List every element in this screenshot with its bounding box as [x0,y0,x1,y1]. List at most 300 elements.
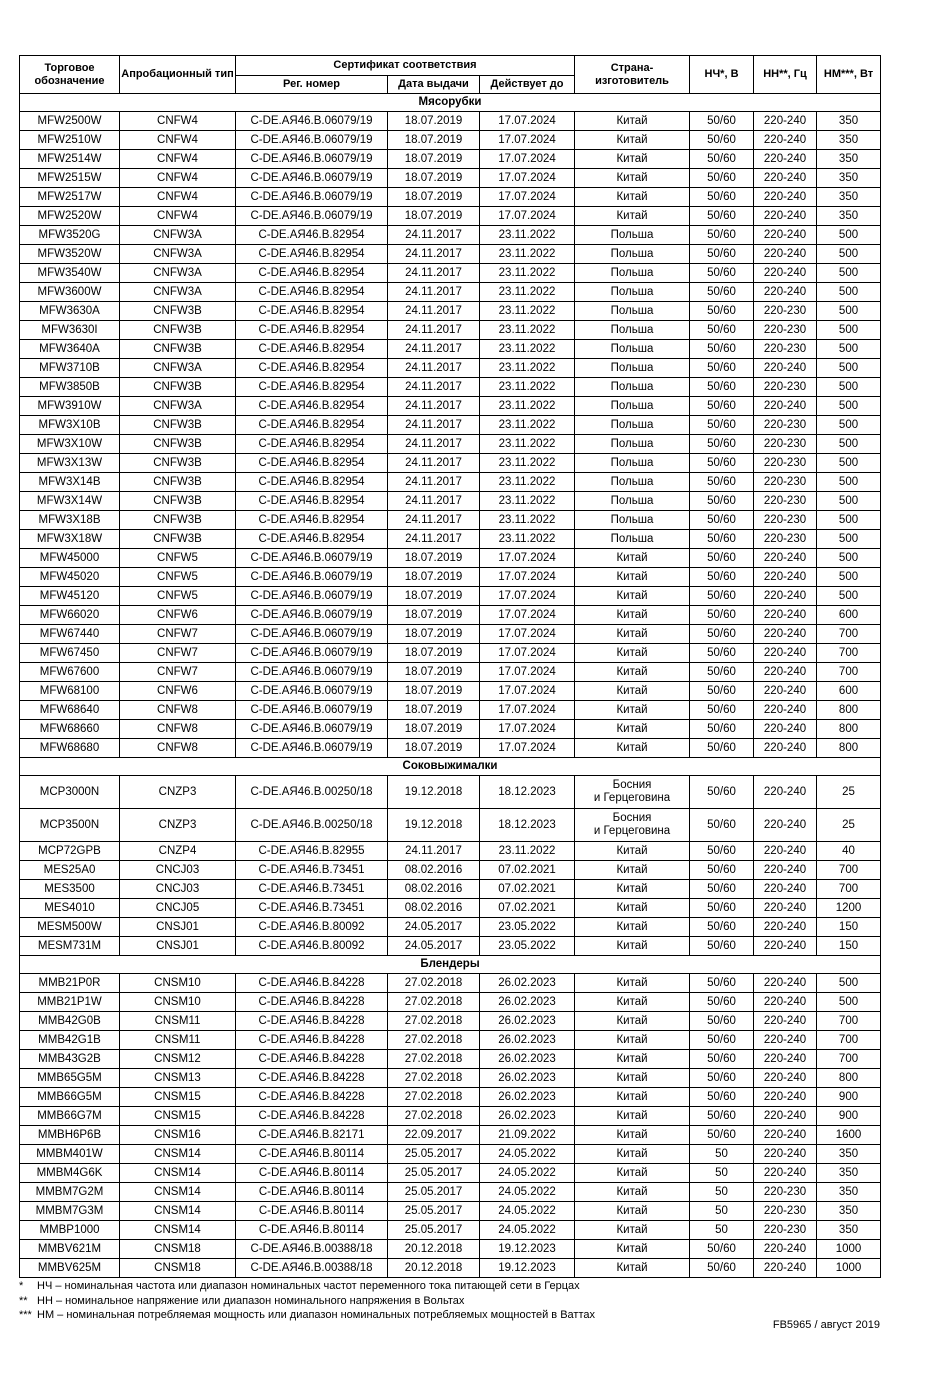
trade-name-cell: MCP72GPB [20,842,120,861]
frequency-cell: 50/60 [690,974,754,993]
issue-date-cell: 24.11.2017 [388,397,480,416]
power-cell: 500 [817,302,881,321]
reg-number-cell: C-DE.АЯ46.В.06079/19 [236,131,388,150]
country-cell: Китай [575,701,690,720]
table-row [20,701,881,720]
approval-type-cell: CNFW7 [120,644,236,663]
frequency-cell: 50/60 [690,1259,754,1278]
trade-name-cell: MFW45020 [20,568,120,587]
voltage-cell: 220-240 [754,880,817,899]
approval-type-cell: CNSM16 [120,1126,236,1145]
country-cell: Польша [575,359,690,378]
voltage-cell: 220-240 [754,359,817,378]
table-row [20,169,881,188]
issue-date-cell: 24.05.2017 [388,937,480,956]
frequency-cell: 50/60 [690,473,754,492]
power-cell: 500 [817,568,881,587]
table-row [20,1202,881,1221]
valid-until-cell: 24.05.2022 [480,1164,575,1183]
table-row [20,1183,881,1202]
table-row [20,1012,881,1031]
trade-name-cell: MFW3X18W [20,530,120,549]
issue-date-cell: 27.02.2018 [388,1107,480,1126]
issue-date-cell: 18.07.2019 [388,625,480,644]
table-row [20,245,881,264]
voltage-cell: 220-230 [754,302,817,321]
approval-type-cell: CNFW4 [120,169,236,188]
frequency-cell: 50/60 [690,899,754,918]
power-cell: 500 [817,321,881,340]
frequency-cell: 50/60 [690,918,754,937]
reg-number-cell: C-DE.АЯ46.В.06079/19 [236,720,388,739]
reg-number-cell: C-DE.АЯ46.В.82954 [236,511,388,530]
voltage-cell: 220-240 [754,1031,817,1050]
frequency-cell: 50/60 [690,739,754,758]
voltage-cell: 220-240 [754,861,817,880]
trade-name-cell: MESM500W [20,918,120,937]
reg-number-cell: C-DE.АЯ46.В.06079/19 [236,150,388,169]
table-row [20,861,881,880]
voltage-cell: 220-240 [754,112,817,131]
frequency-cell: 50/60 [690,842,754,861]
reg-number-cell: C-DE.АЯ46.В.82954 [236,226,388,245]
table-row [20,1088,881,1107]
country-cell: Китай [575,1088,690,1107]
approval-type-cell: CNCJ03 [120,861,236,880]
voltage-cell: 220-240 [754,974,817,993]
approval-type-cell: CNFW8 [120,720,236,739]
power-cell: 600 [817,606,881,625]
frequency-cell: 50/60 [690,492,754,511]
footnote [19,1295,464,1308]
valid-until-cell: 23.05.2022 [480,937,575,956]
table-row [20,1240,881,1259]
approval-type-cell: CNCJ03 [120,880,236,899]
country-cell: Польша [575,340,690,359]
footnote-text: НЧ – номинальная частота или диапазон номинальных частот переменного тока питающей сети в Герцах [37,1280,580,1292]
reg-number-cell: C-DE.АЯ46.В.00388/18 [236,1259,388,1278]
issue-date-cell: 24.05.2017 [388,918,480,937]
frequency-cell: 50/60 [690,378,754,397]
approval-type-cell: CNSM14 [120,1164,236,1183]
approval-type-cell: CNFW3B [120,530,236,549]
power-cell: 350 [817,112,881,131]
voltage-cell: 220-240 [754,720,817,739]
issue-date-cell: 18.07.2019 [388,720,480,739]
trade-name-cell: MMBM401W [20,1145,120,1164]
trade-name-cell: MMB42G0B [20,1012,120,1031]
frequency-cell: 50/60 [690,625,754,644]
reg-number-cell: C-DE.АЯ46.В.06079/19 [236,188,388,207]
country-cell: Польша [575,492,690,511]
approval-type-cell: CNFW5 [120,568,236,587]
approval-type-cell: CNSM15 [120,1107,236,1126]
issue-date-cell: 08.02.2016 [388,861,480,880]
voltage-cell: 220-230 [754,321,817,340]
frequency-cell: 50/60 [690,511,754,530]
issue-date-cell: 24.11.2017 [388,283,480,302]
approval-type-cell: CNFW8 [120,739,236,758]
valid-until-cell: 26.02.2023 [480,1107,575,1126]
valid-until-cell: 17.07.2024 [480,549,575,568]
power-cell: 700 [817,644,881,663]
table-row [20,302,881,321]
issue-date-cell: 18.07.2019 [388,644,480,663]
trade-name-cell: MCP3500N [20,809,120,842]
trade-name-cell: MFW2510W [20,131,120,150]
approval-type-cell: CNFW5 [120,549,236,568]
power-cell: 1000 [817,1259,881,1278]
valid-until-cell: 23.11.2022 [480,530,575,549]
valid-until-cell: 17.07.2024 [480,739,575,758]
trade-name-cell: MMB66G5M [20,1088,120,1107]
trade-name-cell: MFW45120 [20,587,120,606]
trade-name-cell: MMB43G2B [20,1050,120,1069]
power-cell: 500 [817,549,881,568]
reg-number-cell: C-DE.АЯ46.В.06079/19 [236,739,388,758]
valid-until-cell: 23.11.2022 [480,378,575,397]
reg-number-cell: C-DE.АЯ46.В.06079/19 [236,644,388,663]
trade-name-cell: MFW68100 [20,682,120,701]
reg-number-cell: C-DE.АЯ46.В.80114 [236,1221,388,1240]
voltage-cell: 220-240 [754,150,817,169]
country-cell: Китай [575,993,690,1012]
table-row [20,776,881,809]
country-cell: Польша [575,530,690,549]
voltage-cell: 220-230 [754,340,817,359]
reg-number-cell: C-DE.АЯ46.В.84228 [236,1050,388,1069]
approval-type-cell: CNSJ01 [120,918,236,937]
valid-until-cell: 17.07.2024 [480,625,575,644]
valid-until-cell: 23.11.2022 [480,302,575,321]
issue-date-cell: 24.11.2017 [388,454,480,473]
frequency-cell: 50/60 [690,1107,754,1126]
reg-number-cell: C-DE.АЯ46.В.84228 [236,1031,388,1050]
reg-number-cell: C-DE.АЯ46.В.06079/19 [236,587,388,606]
valid-until-cell: 23.11.2022 [480,435,575,454]
approval-type-cell: CNSM10 [120,993,236,1012]
table-row [20,974,881,993]
issue-date-cell: 27.02.2018 [388,1069,480,1088]
table-row [20,340,881,359]
reg-number-cell: C-DE.АЯ46.В.80092 [236,918,388,937]
reg-number-cell: C-DE.АЯ46.В.06079/19 [236,169,388,188]
trade-name-cell: MFW3540W [20,264,120,283]
power-cell: 40 [817,842,881,861]
table-row [20,131,881,150]
power-cell: 700 [817,1050,881,1069]
reg-number-cell: C-DE.АЯ46.В.84228 [236,1012,388,1031]
issue-date-cell: 24.11.2017 [388,378,480,397]
country-cell: Польша [575,283,690,302]
issue-date-cell: 22.09.2017 [388,1126,480,1145]
country-cell: Китай [575,899,690,918]
frequency-cell: 50/60 [690,397,754,416]
power-cell: 700 [817,663,881,682]
issue-date-cell: 24.11.2017 [388,530,480,549]
issue-date-cell: 18.07.2019 [388,606,480,625]
approval-type-cell: CNFW3B [120,454,236,473]
power-cell: 1000 [817,1240,881,1259]
frequency-cell: 50/60 [690,530,754,549]
power-cell: 500 [817,416,881,435]
country-cell: Китай [575,937,690,956]
approval-type-cell: CNFW3A [120,245,236,264]
voltage-cell: 220-240 [754,663,817,682]
trade-name-cell: MFW3X14B [20,473,120,492]
valid-until-cell: 17.07.2024 [480,150,575,169]
header-issue-date: Дата выдачи [388,76,480,94]
trade-name-cell: MFW3X13W [20,454,120,473]
issue-date-cell: 24.11.2017 [388,321,480,340]
reg-number-cell: C-DE.АЯ46.В.82171 [236,1126,388,1145]
power-cell: 150 [817,937,881,956]
issue-date-cell: 25.05.2017 [388,1164,480,1183]
voltage-cell: 220-240 [754,568,817,587]
country-cell: Китай [575,974,690,993]
reg-number-cell: C-DE.АЯ46.В.82954 [236,302,388,321]
approval-type-cell: CNSM14 [120,1183,236,1202]
table-row [20,880,881,899]
trade-name-cell: MFW66020 [20,606,120,625]
country-cell: Китай [575,1050,690,1069]
country-cell: Китай [575,188,690,207]
frequency-cell: 50 [690,1202,754,1221]
frequency-cell: 50/60 [690,1088,754,1107]
country-cell: Китай [575,1164,690,1183]
table-body [20,94,881,1278]
issue-date-cell: 20.12.2018 [388,1240,480,1259]
power-cell: 150 [817,918,881,937]
power-cell: 500 [817,226,881,245]
reg-number-cell: C-DE.АЯ46.В.82954 [236,283,388,302]
voltage-cell: 220-230 [754,1183,817,1202]
frequency-cell: 50 [690,1183,754,1202]
table-row [20,112,881,131]
table-row [20,1259,881,1278]
voltage-cell: 220-240 [754,1069,817,1088]
trade-name-cell: MMBP1000 [20,1221,120,1240]
power-cell: 500 [817,340,881,359]
table-row [20,492,881,511]
voltage-cell: 220-240 [754,264,817,283]
power-cell: 500 [817,993,881,1012]
power-cell: 350 [817,150,881,169]
valid-until-cell: 17.07.2024 [480,606,575,625]
frequency-cell: 50 [690,1221,754,1240]
group-header-row [20,956,881,974]
trade-name-cell: MFW3630I [20,321,120,340]
valid-until-cell: 17.07.2024 [480,207,575,226]
trade-name-cell: MFW68660 [20,720,120,739]
power-cell: 500 [817,378,881,397]
reg-number-cell: C-DE.АЯ46.В.82954 [236,416,388,435]
valid-until-cell: 17.07.2024 [480,682,575,701]
issue-date-cell: 18.07.2019 [388,131,480,150]
valid-until-cell: 23.11.2022 [480,321,575,340]
issue-date-cell: 19.12.2018 [388,776,480,809]
frequency-cell: 50/60 [690,169,754,188]
country-cell: Польша [575,473,690,492]
table-row [20,918,881,937]
reg-number-cell: C-DE.АЯ46.В.82954 [236,454,388,473]
table-row [20,899,881,918]
valid-until-cell: 17.07.2024 [480,644,575,663]
valid-until-cell: 23.11.2022 [480,473,575,492]
frequency-cell: 50/60 [690,1069,754,1088]
valid-until-cell: 18.12.2023 [480,809,575,842]
reg-number-cell: C-DE.АЯ46.В.82954 [236,359,388,378]
reg-number-cell: C-DE.АЯ46.В.06079/19 [236,663,388,682]
trade-name-cell: MFW3520G [20,226,120,245]
issue-date-cell: 18.07.2019 [388,682,480,701]
reg-number-cell: C-DE.АЯ46.В.00388/18 [236,1240,388,1259]
issue-date-cell: 27.02.2018 [388,1088,480,1107]
power-cell: 800 [817,720,881,739]
issue-date-cell: 18.07.2019 [388,568,480,587]
country-cell: Китай [575,1221,690,1240]
country-cell: Китай [575,625,690,644]
country-cell: Польша [575,245,690,264]
valid-until-cell: 17.07.2024 [480,131,575,150]
valid-until-cell: 24.05.2022 [480,1221,575,1240]
power-cell: 700 [817,880,881,899]
approval-type-cell: CNSM14 [120,1145,236,1164]
country-cell: Китай [575,112,690,131]
group-header-row [20,758,881,776]
frequency-cell: 50/60 [690,359,754,378]
frequency-cell: 50/60 [690,321,754,340]
table-row [20,587,881,606]
power-cell: 900 [817,1107,881,1126]
valid-until-cell: 23.11.2022 [480,340,575,359]
country-cell: Польша [575,321,690,340]
power-cell: 350 [817,169,881,188]
power-cell: 700 [817,1031,881,1050]
power-cell: 500 [817,473,881,492]
issue-date-cell: 25.05.2017 [388,1183,480,1202]
power-cell: 800 [817,1069,881,1088]
issue-date-cell: 27.02.2018 [388,1031,480,1050]
issue-date-cell: 18.07.2019 [388,701,480,720]
valid-until-cell: 23.11.2022 [480,397,575,416]
frequency-cell: 50/60 [690,1050,754,1069]
issue-date-cell: 18.07.2019 [388,663,480,682]
country-cell: Польша [575,302,690,321]
power-cell: 500 [817,454,881,473]
table-row [20,809,881,842]
frequency-cell: 50/60 [690,1240,754,1259]
footnote [19,1309,595,1322]
frequency-cell: 50/60 [690,340,754,359]
country-cell: Польша [575,226,690,245]
approval-type-cell: CNFW3B [120,302,236,321]
header-valid-until: Действует до [480,76,575,94]
table-row [20,1221,881,1240]
approval-type-cell: CNFW6 [120,606,236,625]
voltage-cell: 220-240 [754,131,817,150]
power-cell: 350 [817,1202,881,1221]
reg-number-cell: C-DE.АЯ46.В.06079/19 [236,682,388,701]
approval-type-cell: CNFW3A [120,264,236,283]
country-cell: Китай [575,1069,690,1088]
country-cell: Китай [575,663,690,682]
issue-date-cell: 25.05.2017 [388,1202,480,1221]
valid-until-cell: 26.02.2023 [480,1069,575,1088]
valid-until-cell: 23.11.2022 [480,511,575,530]
table-row [20,937,881,956]
voltage-cell: 220-240 [754,644,817,663]
approval-type-cell: CNFW3B [120,340,236,359]
country-cell: Китай [575,1107,690,1126]
reg-number-cell: C-DE.АЯ46.В.73451 [236,880,388,899]
frequency-cell: 50/60 [690,264,754,283]
voltage-cell: 220-240 [754,1050,817,1069]
reg-number-cell: C-DE.АЯ46.В.00250/18 [236,776,388,809]
trade-name-cell: MFW3X10B [20,416,120,435]
valid-until-cell: 23.11.2022 [480,454,575,473]
issue-date-cell: 24.11.2017 [388,842,480,861]
group-header-row [20,94,881,112]
frequency-cell: 50/60 [690,131,754,150]
footnote-mark: ** [19,1295,28,1307]
reg-number-cell: C-DE.АЯ46.В.82954 [236,378,388,397]
issue-date-cell: 24.11.2017 [388,435,480,454]
issue-date-cell: 25.05.2017 [388,1145,480,1164]
country-cell: Китай [575,842,690,861]
valid-until-cell: 23.11.2022 [480,264,575,283]
issue-date-cell: 27.02.2018 [388,1050,480,1069]
trade-name-cell: MFW2500W [20,112,120,131]
valid-until-cell: 17.07.2024 [480,568,575,587]
power-cell: 500 [817,435,881,454]
reg-number-cell: C-DE.АЯ46.В.84228 [236,974,388,993]
footnote-mark: * [19,1280,24,1292]
trade-name-cell: MFW3X14W [20,492,120,511]
country-cell: Китай [575,1126,690,1145]
table-row [20,1050,881,1069]
issue-date-cell: 08.02.2016 [388,880,480,899]
header-reg-number: Рег. номер [236,76,388,94]
trade-name-cell: MMB21P0R [20,974,120,993]
approval-type-cell: CNSM11 [120,1012,236,1031]
trade-name-cell: MFW3630A [20,302,120,321]
valid-until-cell: 17.07.2024 [480,701,575,720]
trade-name-cell: MMBV625M [20,1259,120,1278]
trade-name-cell: MFW45000 [20,549,120,568]
voltage-cell: 220-230 [754,473,817,492]
country-cell: Китай [575,861,690,880]
voltage-cell: 220-240 [754,169,817,188]
country-cell: Польша [575,378,690,397]
frequency-cell: 50/60 [690,245,754,264]
issue-date-cell: 18.07.2019 [388,207,480,226]
trade-name-cell: MMBM7G2M [20,1183,120,1202]
reg-number-cell: C-DE.АЯ46.В.84228 [236,1069,388,1088]
reg-number-cell: C-DE.АЯ46.В.84228 [236,1107,388,1126]
power-cell: 600 [817,682,881,701]
header-certificate: Сертификат соответствия [236,56,575,76]
voltage-cell: 220-240 [754,1145,817,1164]
approval-type-cell: CNSM18 [120,1259,236,1278]
issue-date-cell: 18.07.2019 [388,150,480,169]
header-approval-type: Апробационный тип [120,56,236,94]
valid-until-cell: 26.02.2023 [480,974,575,993]
approval-type-cell: CNFW6 [120,682,236,701]
approval-type-cell: CNFW4 [120,188,236,207]
table-row [20,359,881,378]
frequency-cell: 50/60 [690,644,754,663]
